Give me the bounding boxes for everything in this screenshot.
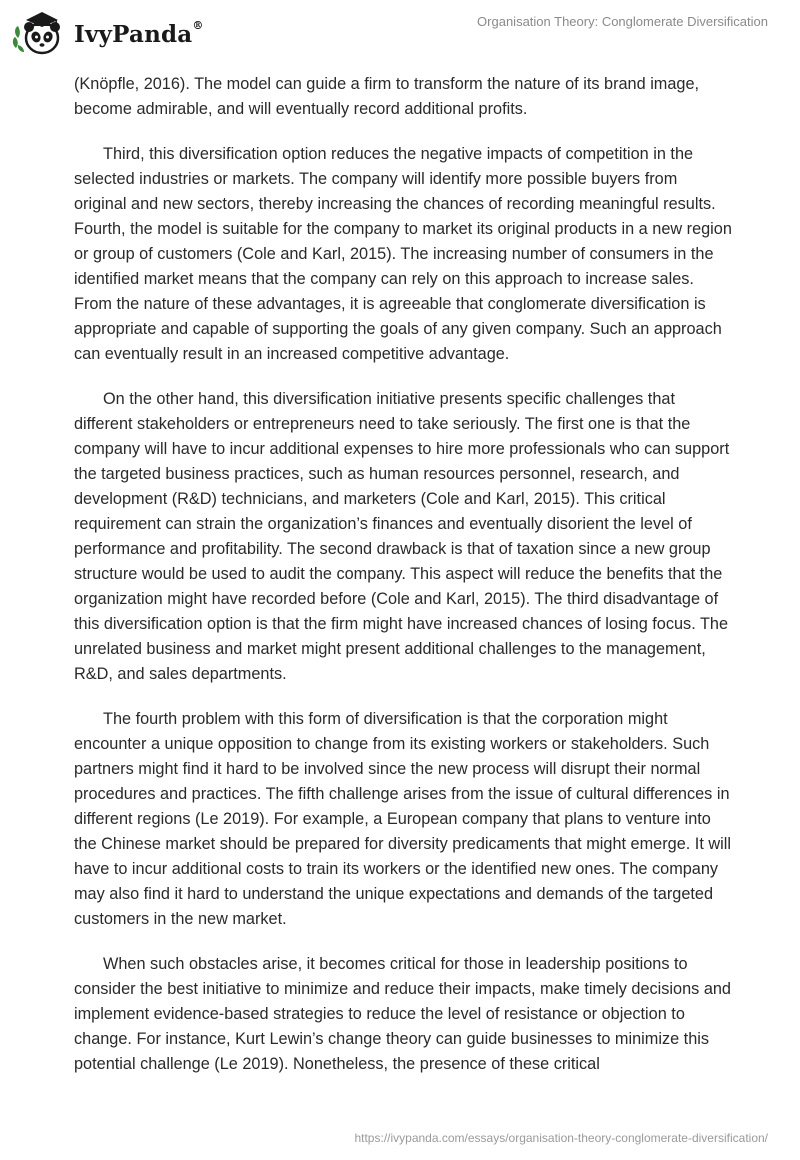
brand-name: [74, 18, 204, 48]
essay-body: [74, 72, 734, 1097]
paragraph-2: Third, this diversification option reduces the negative impacts of competition in the selected industries or markets. The company will identify more possible buyers from original and new sectors, thereby increasing the chances of recording meaningful results. Fourth, the model is suitable for the company to market its original products in a new region or group of customers (Cole and Karl, 2015). The increasing number of consumers in the identified market means that the company can rely on this approach to increase sales. From the nature of these advantages, it is agreeable that conglomerate diversification is appropriate and capable of supporting the goals of any given company. Such an approach can eventually result in an increased competitive advantage.: [74, 145, 732, 363]
ivypanda-logo[interactable]: [12, 8, 204, 58]
paragraph-4: The fourth problem with this form of diversification is that the corporation might encounter a unique opposition to change from its existing workers or stakeholders. Such partners might find it hard to be involved since the new process will disrupt their normal procedures and practices. The fifth challenge arises from the issue of cultural differences in different regions (Le 2019). For example, a European company that plans to venture into the Chinese market should be prepared for diversity predicaments that might emerge. It will have to incur additional costs to train its workers or the identified new ones. The company may also find it hard to understand the unique expectations and demands of the targeted customers in the new market.: [74, 710, 731, 928]
document-title: Organisation Theory: Conglomerate Diversification: [477, 14, 768, 29]
panda-graduation-cap-icon: [12, 8, 70, 58]
registered-mark: ®: [192, 18, 204, 32]
brand-name-text: IvyPanda: [74, 20, 193, 48]
paragraph-3: On the other hand, this diversification initiative presents specific challenges that different stakeholders or entrepreneurs need to take seriously. The first one is that the company will have to incur additional expenses to hire more professionals who can support the targeted business practices, such as human resources personnel, research, and development (R&D) technicians, and marketers (Cole and Karl, 2015). This critical requirement can strain the organization’s finances and eventually disorient the level of performance and profitability. The second drawback is that of taxation since a new group structure would be used to audit the company. This aspect will reduce the benefits that the organization might have recorded before (Cole and Karl, 2015). The third disadvantage of this diversification option is that the firm might have increased chances of losing focus. The unrelated business and market might present additional challenges to the management, R&D, and sales departments.: [74, 390, 730, 683]
paragraph-5: When such obstacles arise, it becomes critical for those in leadership positions to consider the best initiative to minimize and reduce their impacts, make timely decisions and implement evidence-based strategies to reduce the level of resistance or objection to change. For instance, Kurt Lewin’s change theory can guide businesses to minimize this potential challenge (Le 2019). Nonetheless, the presence of these critical: [74, 955, 731, 1073]
source-url-link[interactable]: https://ivypanda.com/essays/organisation-theory-conglomerate-diversification/: [354, 1131, 768, 1145]
paragraph-1: (Knöpfle, 2016). The model can guide a firm to transform the nature of its brand image, become admirable, and will eventually record additional profits.: [74, 75, 700, 118]
page-header: [0, 0, 800, 62]
